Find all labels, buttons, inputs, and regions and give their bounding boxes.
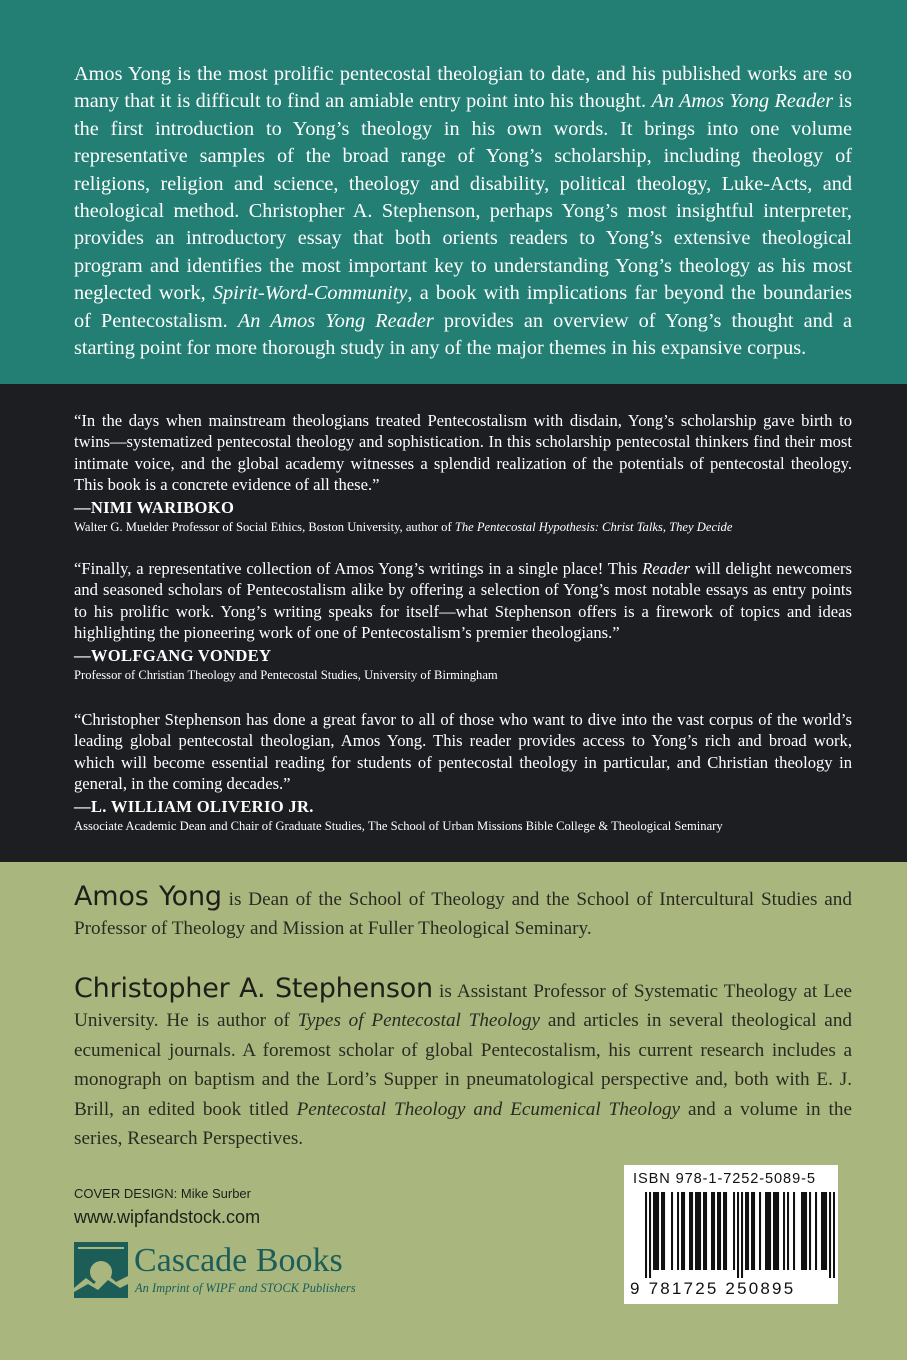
barcode-bar [705,1192,707,1270]
barcode-bar [683,1192,685,1270]
barcode-bar [691,1192,693,1270]
endorsement-quote: “Christopher Stephenson has done a great favor to all of those who want to dive into the vast corpus of the world’s leading global pentecostal theologian, Amos Yong. This reader provides access to Yong’s rich and broad work, which will become essential reading for students of pentecostal theology in particular, and Christian theology in general, in the coming decades.” [74,710,852,793]
barcode-bars [645,1192,835,1278]
barcode-bar [815,1192,817,1270]
endorser-name: —WOLFGANG VONDEY [74,646,272,666]
barcode-bar [775,1192,777,1270]
endorser-book-title: The Pentecostal Hypothesis: Christ Talks, They Decide [454,520,733,535]
endorser-title: Associate Academic Dean and Chair of Graduate Studies, The School of Urban Missions Bible College & Theological Seminary [74,819,723,834]
quote-text: “Finally, a representative collection of Amos Yong’s writings in a single place! This [74,559,643,578]
bio-text: is Dean of the School of Theology and the School of Intercultural Studies and Professor of Theology and Mission at Fuller Theological Seminary. [74,889,852,940]
author-bio [74,974,852,1153]
barcode-bar [777,1192,779,1270]
book-title: An Amos Yong Reader [237,309,434,332]
barcode-bar [745,1192,747,1270]
barcode-bar [719,1192,721,1270]
barcode-bar [671,1192,673,1270]
book-title: An Amos Yong Reader [651,90,834,113]
bio-text: is Assistant Professor of Systematic Theology at Lee University. He is author of [74,981,852,1032]
barcode-bar [767,1192,769,1270]
barcode-bar [805,1192,807,1270]
quote-italic: Reader [642,559,691,578]
bio-text: and articles in several theological and ecumenical journals. A foremost scholar of global Pentecostalism, his current research includes a monograph on baptism and the Lord’s Supper in pneumatological perspective and, both with E. J. Brill, an edited book titled [74,1010,853,1120]
barcode-bar [653,1192,655,1270]
barcode-bar [825,1192,827,1270]
barcode-bar [725,1192,727,1270]
barcode-bar [803,1192,805,1270]
endorser-title-text: Walter G. Muelder Professor of Social Ethics, Boston University, author of [74,520,455,535]
endorsement [74,709,852,834]
endorser-title: Professor of Christian Theology and Pentecostal Studies, University of Birmingham [74,668,498,683]
barcode-bar [681,1192,683,1270]
barcode-bar [823,1192,825,1270]
endorsements-panel [0,384,907,862]
publisher-name: Cascade Books [134,1242,343,1279]
description-text: provides an overview of Yong’s thought and a starting point for more thorough study in any of the major themes in his expansive corpus. [74,309,852,360]
barcode-bar [753,1192,755,1270]
endorser-title [74,519,852,535]
barcode-bar [713,1192,715,1270]
barcode-bar [783,1192,785,1270]
barcode-bar [711,1192,713,1270]
barcode-bar [697,1192,699,1270]
description-text: is the first introduction to Yong’s theology in his own words. It brings into one volume representative samples of the broad range of Yong’s scholarship, including theology of religions, religion and science, theology and disability, political theology, Luke-Acts, and theological method. Christopher A. Stephenson, perhaps Yong’s most insightful interpreter, provides an introductory essay that both orients readers to Yong’s extensive theological program and identifies the most important key to understanding Yong’s theology as his most neglected work, [74,90,852,305]
barcode-bar [769,1192,771,1270]
barcode-bar [773,1192,775,1270]
endorser-name: —NIMI WARIBOKO [74,498,235,518]
barcode-bar [661,1192,663,1270]
barcode-bar [751,1192,753,1270]
barcode-bar [649,1192,651,1278]
barcode-bar [695,1192,697,1270]
endorsement-quote: “In the days when mainstream theologians treated Pentecostalism with disdain, Yong’s scholarship gave birth to twins—systematized pentecostal theology and sophistication. In this scholarship pentecostal thinkers find their most intimate voice, and the global academy witnesses a splendid realization of the potentials of pentecostal theology. This book is a concrete evidence of all these.” [74,411,852,494]
publisher-website: www.wipfandstock.com [74,1207,261,1227]
endorsement [74,410,852,535]
barcode-bar [809,1192,811,1270]
book-title: Spirit-Word-Community [212,282,408,305]
barcode-bar [821,1192,823,1270]
endorser-name: —L. WILLIAM OLIVERIO JR. [74,797,314,817]
isbn-label: ISBN 978-1-7252-5089-5 [633,1171,816,1187]
author-name: Amos Yong [74,881,222,912]
barcode-bar [793,1192,795,1270]
publisher-imprint: An Imprint of WIPF and STOCK Publishers [135,1281,356,1295]
author-name: Christopher A. Stephenson [74,973,433,1004]
barcode-bar [717,1192,719,1270]
publisher-logo [74,1242,404,1302]
barcode-bar [723,1192,725,1270]
barcode-bar [737,1192,739,1278]
barcode-bar [703,1192,705,1270]
quote-text: will delight newcomers and seasoned scholars of Pentecostalism alike by offering a selection of Yong’s most notable essays as entry points to his prolific work. Yong’s writing speaks for itself—what Stephenson offers is a firework of topics and ideas highlighting the pioneering work of one of Pentecostalism’s premier theologians.” [74,559,852,642]
barcode-bar [677,1192,679,1270]
barcode-bar [733,1192,735,1270]
endorsement [74,558,852,683]
barcode-bar [741,1192,743,1278]
barcode-bar [747,1192,749,1270]
barcode-bar [759,1192,761,1270]
book-description [74,61,852,362]
barcode-bar [689,1192,691,1270]
description-panel [0,0,907,384]
endorsement-quote [74,558,852,643]
barcode-bar [657,1192,659,1270]
barcode-bar [663,1192,665,1270]
cover-design-credit: COVER DESIGN: Mike Surber [74,1186,251,1201]
mountain-sun-icon [74,1242,128,1298]
author-bio [74,882,852,944]
description-text: Amos Yong is the most prolific pentecostal theologian to date, and his published works are so many that it is difficult to find an amiable entry point into his thought. [74,63,852,113]
book-title: Types of Pentecostal Theology [297,1010,541,1032]
barcode-bar [829,1192,831,1278]
barcode-bar [787,1192,789,1270]
barcode-bar [645,1192,647,1278]
barcode-bar [801,1192,803,1270]
barcode-bar [655,1192,657,1270]
bio-text: and a volume in the series, Research Perspectives. [74,1098,852,1150]
ean-digits: 9 781725 250895 [630,1279,796,1298]
credits [74,1186,260,1229]
isbn-barcode [624,1165,838,1304]
barcode-bar [833,1192,835,1278]
barcode-bar [699,1192,701,1270]
description-text: , a book with implications far beyond the boundaries of Pentecostalism. [74,282,852,332]
barcode-bar [765,1192,767,1270]
book-title: Pentecostal Theology and Ecumenical Theology [296,1098,681,1120]
